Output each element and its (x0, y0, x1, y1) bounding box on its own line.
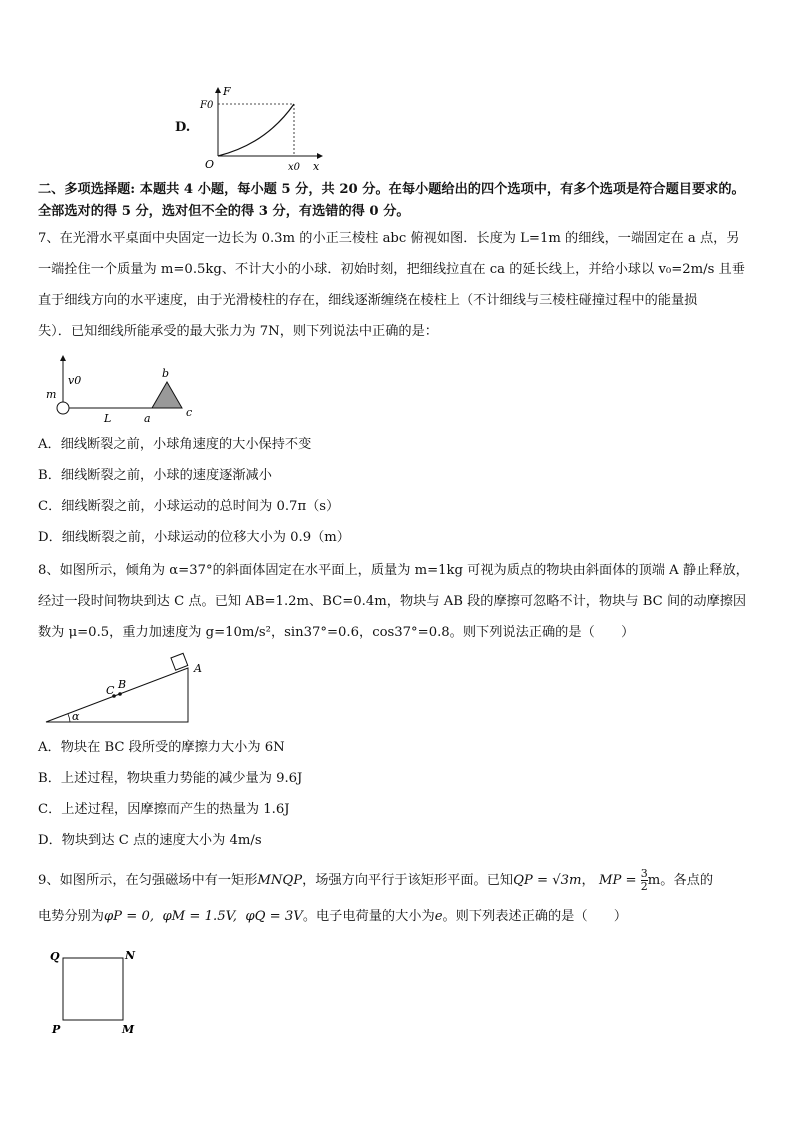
force-displacement-graph (196, 84, 331, 174)
point-a-label: A (194, 662, 202, 675)
q9-mp-numerator: 3 (640, 867, 648, 880)
section2-line2: 全部选对的得 5 分，选对但不全的得 3 分，有选错的得 0 分。 (38, 204, 410, 219)
q7-option-a: A．细线断裂之前，小球角速度的大小保持不变 (38, 437, 312, 452)
mass-label: m (46, 388, 57, 401)
q9-qp: QP = √3m (513, 873, 582, 888)
q9-phi-p: φP = 0, (103, 909, 155, 924)
q9-phi-q: φQ = 3V (245, 909, 303, 924)
incline (46, 668, 188, 722)
q9-mp-fraction (641, 868, 648, 893)
vertex-c-label: c (186, 406, 193, 419)
q8-line3: 数为 μ=0.5，重力加速度为 g=10m/s²，sin37°=0.6，cos37°=0.8。则下列说法正确的是（ ） (38, 625, 635, 640)
q8-option-a: A．物块在 BC 段所受的摩擦力大小为 6N (38, 740, 285, 755)
corner-n-label: N (125, 949, 136, 962)
q8-option-c: C．上述过程，因摩擦而产生的热量为 1.6J (38, 802, 290, 817)
f0-label: F0 (200, 100, 214, 111)
prism-diagram (40, 350, 200, 425)
point-c-label: C (106, 684, 115, 697)
corner-q-label: Q (50, 950, 60, 963)
q9-text-d: 电势分别为 (38, 909, 104, 924)
ball (57, 402, 69, 414)
q9-text-e: 。电子电荷量的大小为 (302, 909, 435, 924)
axis-x-label: x (313, 160, 320, 173)
alpha-label: α (72, 710, 80, 723)
point-b-label: B (118, 678, 127, 691)
q9-text-a: 9、如图所示，在匀强磁场中有一矩形 (38, 873, 258, 888)
q9-mp-prefix: MP = (598, 873, 637, 888)
q8-option-b: B．上述过程，物块重力势能的减少量为 9.6J (38, 771, 303, 786)
triangular-prism (152, 382, 182, 408)
rectangle-diagram (44, 946, 144, 1038)
vertex-a-label: a (144, 412, 151, 425)
q7-line2: 一端拴住一个质量为 m=0.5kg、不计大小的小球．初始时刻，把细线拉直在 ca 的延长线上，并给小球以 v₀=2m/s 且垂 (38, 262, 745, 277)
axis-y-label: F (223, 85, 231, 98)
x0-label: x0 (288, 162, 301, 173)
option-label-d: D. (175, 120, 191, 135)
q9-line1: 9、如图所示，在匀强磁场中有一矩形MNQP，场强方向平行于该矩形平面。已知QP = √3m， MP = $\frac{3}{2}$ m。各点的 (38, 867, 714, 893)
corner-p-label: P (52, 1023, 61, 1036)
block (171, 653, 188, 670)
vertex-b-label: b (162, 367, 170, 380)
q9-text-c: 。各点的 (660, 873, 714, 888)
q9-mp-unit: m (647, 873, 661, 888)
origin-label: O (205, 158, 215, 171)
length-label: L (104, 412, 112, 425)
q9-e-symbol: e (434, 909, 443, 924)
q7-line1: 7、在光滑水平桌面中央固定一边长为 0.3m 的小正三棱柱 abc 俯视如图．长度为 L=1m 的细线，一端固定在 a 点，另 (38, 231, 740, 246)
q9-rect-name: MNQP (257, 873, 303, 888)
q7-option-d: D．细线断裂之前，小球运动的位移大小为 0.9（m） (38, 530, 350, 545)
q9-text-f: 。则下列表述正确的是（ ） (442, 909, 628, 924)
q8-line2: 经过一段时间物块到达 C 点。已知 AB=1.2m、BC=0.4m，物块与 AB 段的摩擦可忽略不计，物块与 BC 间的动摩擦因 (38, 594, 747, 609)
q7-line4: 失）．已知细线所能承受的最大张力为 7N，则下列说法中正确的是： (38, 324, 438, 339)
q8-option-d: D．物块到达 C 点的速度大小为 4m/s (38, 833, 262, 848)
incline-diagram (40, 650, 210, 728)
corner-m-label: M (122, 1023, 135, 1036)
q7-option-b: B．细线断裂之前，小球的速度逐渐减小 (38, 468, 272, 483)
q7-option-c: C．细线断裂之前，小球运动的总时间为 0.7π（s） (38, 499, 340, 514)
section2-line1: 二、多项选择题: 本题共 4 小题，每小题 5 分，共 20 分。在每小题给出的四个选项中，有多个选项是符合题目要求的。 (38, 182, 745, 197)
force-curve (218, 104, 294, 156)
q9-line2 (38, 908, 627, 926)
rectangle-mnqp (63, 958, 123, 1020)
q9-text-b: ，场强方向平行于该矩形平面。已知 (302, 873, 514, 888)
q9-phi-m: φM = 1.5V, (162, 909, 238, 924)
q8-line1: 8、如图所示，倾角为 α=37°的斜面体固定在水平面上，质量为 m=1kg 可视为质点的物块由斜面体的顶端 A 静止释放， (38, 563, 749, 578)
q9-mp-denominator: 2 (640, 880, 648, 893)
v0-label: v0 (68, 374, 82, 387)
q7-line3: 直于细线方向的水平速度，由于光滑棱柱的存在，细线逐渐缠绕在棱柱上（不计细线与三棱柱碰撞过程中的能量损 (38, 293, 698, 308)
point-b (118, 692, 122, 696)
